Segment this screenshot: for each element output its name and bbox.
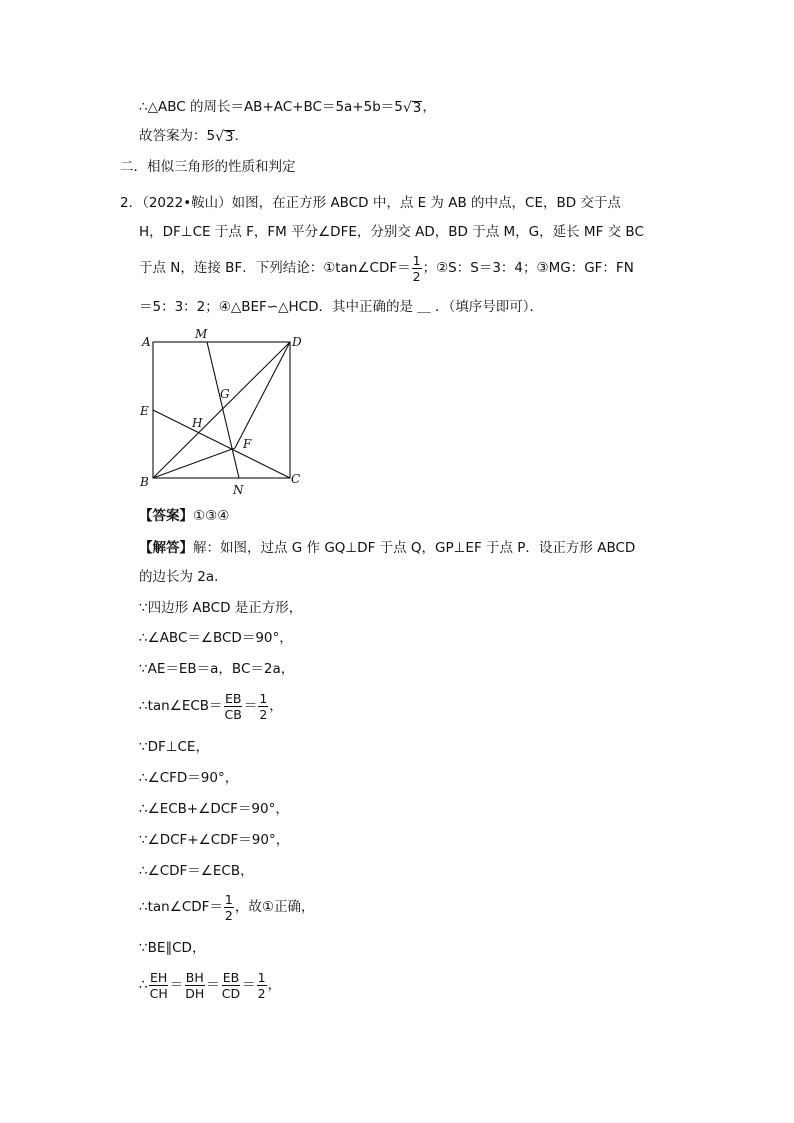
l19-post: ，故①正确，: [234, 899, 315, 916]
fraction-denominator: 2: [257, 986, 266, 1001]
fraction-denominator: CB: [224, 707, 242, 722]
text-line-1: [139, 97, 436, 119]
fraction-denominator: 2: [412, 269, 421, 284]
geometry-figure: [136, 328, 312, 500]
fraction-numerator: EH: [150, 969, 168, 985]
answer-tag: 【答案】: [139, 508, 193, 525]
answer-value: ①③④: [193, 508, 230, 525]
solution-line-12: [139, 891, 314, 925]
solution-line-8: ∴∠CFD＝90°，: [139, 770, 239, 787]
segment-mn: [207, 342, 239, 478]
l13-pre: ∴tan∠ECB＝: [139, 698, 223, 715]
fraction-denominator: CH: [149, 986, 168, 1001]
fraction-numerator: 1: [224, 891, 233, 907]
solution-line-10: ∵∠DCF+∠CDF＝90°，: [139, 832, 290, 849]
fraction-numerator: EB: [224, 690, 242, 706]
solution-line-6: [139, 690, 283, 724]
label-m: M: [195, 328, 208, 341]
segment-bd: [153, 342, 290, 478]
l1-radicand: 3: [412, 99, 422, 116]
solution-line-4: ∴∠ABC＝∠BCD＝90°，: [139, 630, 293, 647]
label-b: B: [140, 475, 149, 489]
text-line-2: [139, 126, 248, 148]
solution-line-14: [139, 969, 281, 1003]
fraction-numerator: 1: [257, 969, 266, 985]
solution-line-5: ∵AE＝EB＝a，BC＝2a，: [139, 661, 295, 678]
solution-line-2: 的边长为 2a．: [139, 569, 228, 586]
l1-pre: ∴△ABC 的周长＝AB+AC+BC＝5a+5b＝5: [139, 99, 403, 116]
l2-post: ．: [234, 128, 249, 145]
l13-post: ，: [269, 698, 283, 715]
fraction-denominator: CD: [221, 986, 241, 1001]
solution-line-11: ∴∠CDF＝∠ECB，: [139, 863, 254, 880]
fraction: [412, 252, 422, 284]
equals-sign: ＝: [206, 977, 220, 994]
l2-radicand: 3: [225, 128, 234, 145]
fraction: [224, 690, 243, 722]
fraction: [149, 969, 169, 1001]
segment-bf: [153, 448, 235, 478]
label-f: F: [243, 437, 252, 451]
section-heading: 二．相似三角形的性质和判定: [120, 159, 296, 176]
label-n: N: [233, 483, 244, 497]
fraction: [221, 969, 241, 1001]
equals-sign: ＝: [242, 977, 256, 994]
problem-line-3: [139, 253, 634, 285]
solution-line-13: ∵BE∥CD，: [139, 940, 206, 957]
l1-post: ，: [422, 99, 436, 116]
fraction-numerator: BH: [185, 969, 204, 985]
fraction-denominator: 2: [259, 707, 268, 722]
solution-line-7: ∵DF⊥CE，: [139, 739, 209, 756]
label-c: C: [291, 472, 301, 486]
problem-line-1: 2．（2022•鞍山）如图，在正方形 ABCD 中，点 E 为 AB 的中点，CE，BD 交于点: [120, 195, 621, 212]
label-h: H: [192, 416, 203, 430]
fraction-numerator: 1: [412, 252, 421, 268]
solution-line-3: ∵四边形 ABCD 是正方形，: [139, 600, 303, 617]
fraction-numerator: EB: [222, 969, 240, 985]
sqrt-expression: √ 3: [215, 128, 234, 145]
l6-post: ；②S：S＝3：4；③MG：GF：FN: [422, 260, 634, 277]
label-g: G: [220, 387, 230, 401]
l6-pre: 于点 N，连接 BF．下列结论：①tan∠CDF＝: [139, 260, 411, 277]
fraction: [258, 690, 268, 722]
solution-text: 解：如图，过点 G 作 GQ⊥DF 于点 Q，GP⊥EF 于点 P．设正方形 ABCD: [193, 540, 636, 557]
segment-df: [235, 342, 290, 448]
equals-sign: ＝: [243, 698, 258, 715]
solution-tag: 【解答】: [139, 540, 193, 557]
sqrt-expression: √ 3: [402, 99, 422, 116]
fraction: [257, 969, 267, 1001]
segment-ce: [153, 410, 290, 478]
equals-sign: ＝: [169, 977, 184, 994]
fraction-denominator: 2: [224, 908, 233, 923]
solution-line-9: ∴∠ECB+∠DCF＝90°，: [139, 801, 289, 818]
l21-pre: ∴: [139, 977, 148, 994]
l2-pre: 故答案为：5: [139, 128, 216, 145]
problem-line-4: ＝5：3：2；④△BEF∽△HCD．其中正确的是 ＿ ．（填序号即可）．: [139, 299, 544, 316]
label-d: D: [292, 335, 302, 349]
l19-pre: ∴tan∠CDF＝: [139, 899, 223, 916]
fraction-denominator: DH: [185, 986, 205, 1001]
l21-post: ，: [267, 977, 282, 994]
fraction-numerator: 1: [259, 690, 268, 706]
fraction: [224, 891, 234, 923]
label-a: A: [142, 335, 151, 349]
solution-line-1: [139, 538, 635, 560]
fraction: [184, 969, 205, 1001]
answer-line: [139, 506, 229, 528]
label-e: E: [140, 404, 149, 418]
problem-line-2: H，DF⊥CE 于点 F，FM 平分∠DFE，分别交 AD，BD 于点 M，G，延长 MF 交 BC: [139, 224, 644, 241]
